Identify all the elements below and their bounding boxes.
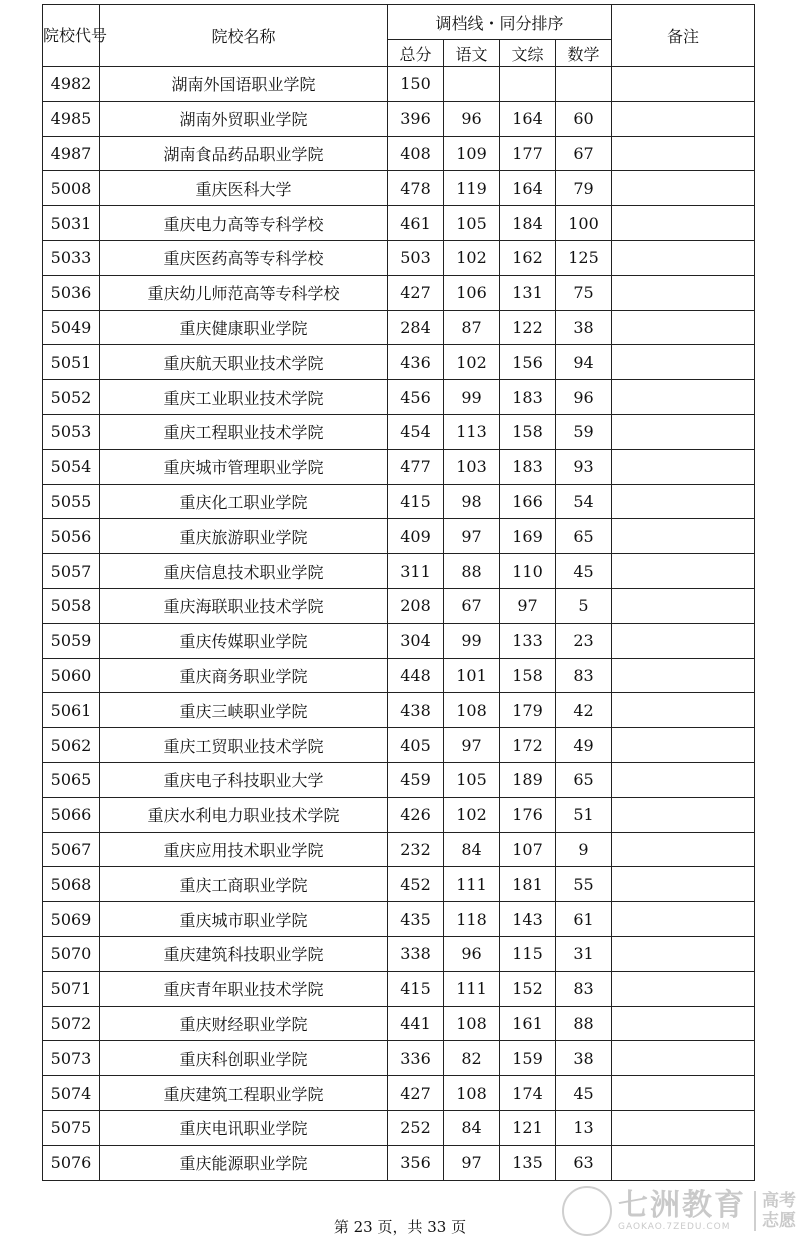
cell-school-name: 重庆化工职业学院: [100, 484, 388, 519]
cell-remark: [612, 1041, 755, 1076]
cell-school-code: 5057: [43, 554, 100, 589]
cell-chinese: 108: [444, 1006, 500, 1041]
cell-comprehensive: 107: [500, 832, 556, 867]
cell-chinese: 99: [444, 623, 500, 658]
cell-comprehensive: 158: [500, 414, 556, 449]
table-row: [43, 206, 755, 241]
cell-total: 408: [388, 136, 444, 171]
cell-remark: [612, 449, 755, 484]
cell-school-name: 重庆旅游职业学院: [100, 519, 388, 554]
cell-school-code: 5054: [43, 449, 100, 484]
cell-total: 436: [388, 345, 444, 380]
cell-school-code: 5052: [43, 380, 100, 415]
table-row: [43, 658, 755, 693]
document-sheet: [42, 4, 754, 1181]
cell-remark: [612, 414, 755, 449]
cell-school-name: 湖南食品药品职业学院: [100, 136, 388, 171]
table-row: [43, 449, 755, 484]
header-school-name: 院校名称: [100, 5, 388, 67]
cell-comprehensive: [500, 67, 556, 102]
cell-school-code: 5060: [43, 658, 100, 693]
cell-math: 83: [556, 658, 612, 693]
cell-comprehensive: 184: [500, 206, 556, 241]
cell-math: 94: [556, 345, 612, 380]
cell-total: 456: [388, 380, 444, 415]
cell-chinese: 118: [444, 902, 500, 937]
cell-total: 232: [388, 832, 444, 867]
cell-chinese: 67: [444, 588, 500, 623]
cell-math: [556, 67, 612, 102]
cell-total: 426: [388, 797, 444, 832]
cell-chinese: 105: [444, 762, 500, 797]
cell-school-code: 5059: [43, 623, 100, 658]
cell-school-name: 重庆电讯职业学院: [100, 1110, 388, 1145]
table-row: [43, 414, 755, 449]
cell-total: 304: [388, 623, 444, 658]
cell-school-name: 重庆医药高等专科学校: [100, 240, 388, 275]
watermark-side: [754, 1191, 796, 1231]
table-row: [43, 345, 755, 380]
cell-total: 336: [388, 1041, 444, 1076]
cell-total: 459: [388, 762, 444, 797]
table-row: [43, 554, 755, 589]
cell-remark: [612, 1006, 755, 1041]
table-row: [43, 623, 755, 658]
cell-chinese: 111: [444, 971, 500, 1006]
cell-chinese: 102: [444, 345, 500, 380]
cell-school-code: 5049: [43, 310, 100, 345]
cell-school-name: 重庆幼儿师范高等专科学校: [100, 275, 388, 310]
table-row: [43, 171, 755, 206]
cell-comprehensive: 164: [500, 101, 556, 136]
cell-school-name: 重庆航天职业技术学院: [100, 345, 388, 380]
cell-comprehensive: 189: [500, 762, 556, 797]
cell-remark: [612, 832, 755, 867]
cell-school-code: 5033: [43, 240, 100, 275]
cell-school-name: 重庆水利电力职业技术学院: [100, 797, 388, 832]
cell-chinese: [444, 67, 500, 102]
cell-comprehensive: 162: [500, 240, 556, 275]
cell-remark: [612, 101, 755, 136]
cell-school-name: 重庆工商职业学院: [100, 867, 388, 902]
cell-school-name: 重庆海联职业技术学院: [100, 588, 388, 623]
cell-chinese: 101: [444, 658, 500, 693]
cell-remark: [612, 1076, 755, 1111]
cell-school-name: 重庆三峡职业学院: [100, 693, 388, 728]
cell-school-code: 4982: [43, 67, 100, 102]
cell-school-name: 重庆工业职业技术学院: [100, 380, 388, 415]
cell-school-code: 5031: [43, 206, 100, 241]
cell-math: 100: [556, 206, 612, 241]
cell-remark: [612, 554, 755, 589]
cell-school-name: 湖南外国语职业学院: [100, 67, 388, 102]
cell-chinese: 103: [444, 449, 500, 484]
header-score-group: 调档线・同分排序: [388, 5, 612, 40]
cell-school-code: 5065: [43, 762, 100, 797]
cell-total: 409: [388, 519, 444, 554]
cell-remark: [612, 345, 755, 380]
cell-remark: [612, 310, 755, 345]
cell-school-name: 重庆城市管理职业学院: [100, 449, 388, 484]
header-math: 数学: [556, 40, 612, 67]
cell-comprehensive: 176: [500, 797, 556, 832]
cell-comprehensive: 135: [500, 1145, 556, 1180]
cell-chinese: 97: [444, 728, 500, 763]
cell-math: 51: [556, 797, 612, 832]
cell-math: 79: [556, 171, 612, 206]
cell-school-name: 重庆应用技术职业学院: [100, 832, 388, 867]
cell-comprehensive: 143: [500, 902, 556, 937]
cell-total: 503: [388, 240, 444, 275]
cell-math: 65: [556, 519, 612, 554]
cell-math: 96: [556, 380, 612, 415]
cell-remark: [612, 380, 755, 415]
cell-remark: [612, 206, 755, 241]
cell-school-code: 5008: [43, 171, 100, 206]
cell-remark: [612, 588, 755, 623]
cell-math: 67: [556, 136, 612, 171]
cell-total: 435: [388, 902, 444, 937]
cell-remark: [612, 240, 755, 275]
cell-school-code: 5062: [43, 728, 100, 763]
cell-remark: [612, 1110, 755, 1145]
cell-comprehensive: 122: [500, 310, 556, 345]
cell-math: 88: [556, 1006, 612, 1041]
cell-comprehensive: 169: [500, 519, 556, 554]
cell-school-code: 5056: [43, 519, 100, 554]
cell-remark: [612, 867, 755, 902]
table-row: [43, 867, 755, 902]
cell-total: 438: [388, 693, 444, 728]
cell-school-code: 5067: [43, 832, 100, 867]
cell-total: 150: [388, 67, 444, 102]
cell-remark: [612, 136, 755, 171]
table-row: [43, 693, 755, 728]
cell-school-code: 5053: [43, 414, 100, 449]
cell-chinese: 106: [444, 275, 500, 310]
table-row: [43, 1041, 755, 1076]
cell-school-code: 5058: [43, 588, 100, 623]
cell-total: 405: [388, 728, 444, 763]
table-row: [43, 902, 755, 937]
cell-remark: [612, 484, 755, 519]
cell-school-code: 5070: [43, 936, 100, 971]
table-row: [43, 484, 755, 519]
cell-comprehensive: 174: [500, 1076, 556, 1111]
table-row: [43, 1145, 755, 1180]
cell-school-code: 5071: [43, 971, 100, 1006]
table-row: [43, 67, 755, 102]
cell-school-code: 5068: [43, 867, 100, 902]
cell-school-name: 重庆建筑科技职业学院: [100, 936, 388, 971]
cell-total: 311: [388, 554, 444, 589]
cell-school-name: 重庆电子科技职业大学: [100, 762, 388, 797]
table-row: [43, 136, 755, 171]
cell-comprehensive: 121: [500, 1110, 556, 1145]
cell-math: 83: [556, 971, 612, 1006]
cell-remark: [612, 658, 755, 693]
cell-comprehensive: 166: [500, 484, 556, 519]
cell-chinese: 102: [444, 240, 500, 275]
cell-math: 45: [556, 1076, 612, 1111]
cell-chinese: 82: [444, 1041, 500, 1076]
cell-remark: [612, 693, 755, 728]
cell-math: 125: [556, 240, 612, 275]
watermark-side-line2: 志愿: [762, 1211, 796, 1231]
cell-chinese: 108: [444, 1076, 500, 1111]
cell-total: 356: [388, 1145, 444, 1180]
page-footer: 第 23 页，共 33 页: [333, 1218, 467, 1236]
cell-math: 63: [556, 1145, 612, 1180]
header-chinese: 语文: [444, 40, 500, 67]
cell-math: 23: [556, 623, 612, 658]
cell-total: 448: [388, 658, 444, 693]
cell-school-code: 4985: [43, 101, 100, 136]
cell-total: 284: [388, 310, 444, 345]
table-row: [43, 101, 755, 136]
cell-math: 45: [556, 554, 612, 589]
cell-comprehensive: 181: [500, 867, 556, 902]
cell-chinese: 119: [444, 171, 500, 206]
cell-total: 396: [388, 101, 444, 136]
cell-school-code: 5076: [43, 1145, 100, 1180]
cell-remark: [612, 902, 755, 937]
cell-total: 461: [388, 206, 444, 241]
cell-chinese: 108: [444, 693, 500, 728]
cell-total: 477: [388, 449, 444, 484]
cell-remark: [612, 1145, 755, 1180]
table-row: [43, 1006, 755, 1041]
cell-math: 38: [556, 1041, 612, 1076]
table-row: [43, 762, 755, 797]
cell-comprehensive: 152: [500, 971, 556, 1006]
cell-school-code: 5066: [43, 797, 100, 832]
watermark-brand: 七洲教育: [618, 1188, 746, 1223]
cell-comprehensive: 172: [500, 728, 556, 763]
cell-remark: [612, 67, 755, 102]
cell-math: 54: [556, 484, 612, 519]
cell-total: 452: [388, 867, 444, 902]
cell-remark: [612, 936, 755, 971]
cell-total: 252: [388, 1110, 444, 1145]
table-row: [43, 310, 755, 345]
cell-comprehensive: 115: [500, 936, 556, 971]
cell-comprehensive: 177: [500, 136, 556, 171]
cell-math: 93: [556, 449, 612, 484]
cell-school-code: 5051: [43, 345, 100, 380]
cell-remark: [612, 623, 755, 658]
cell-math: 59: [556, 414, 612, 449]
cell-school-name: 重庆健康职业学院: [100, 310, 388, 345]
seal-logo-icon: [562, 1186, 612, 1236]
table-row: [43, 1076, 755, 1111]
cell-chinese: 99: [444, 380, 500, 415]
header-total: 总分: [388, 40, 444, 67]
header-remark: 备注: [612, 5, 755, 67]
table-row: [43, 240, 755, 275]
cell-school-code: 5073: [43, 1041, 100, 1076]
watermark-url: GAOKAO.7ZEDU.COM: [618, 1222, 731, 1232]
brand-watermark: [562, 1186, 796, 1236]
cell-math: 13: [556, 1110, 612, 1145]
cell-remark: [612, 971, 755, 1006]
cell-chinese: 84: [444, 832, 500, 867]
cell-comprehensive: 110: [500, 554, 556, 589]
cell-chinese: 111: [444, 867, 500, 902]
cell-chinese: 113: [444, 414, 500, 449]
cell-math: 60: [556, 101, 612, 136]
cell-comprehensive: 156: [500, 345, 556, 380]
cell-total: 427: [388, 1076, 444, 1111]
cell-comprehensive: 183: [500, 449, 556, 484]
cell-school-code: 5061: [43, 693, 100, 728]
cell-chinese: 87: [444, 310, 500, 345]
cell-comprehensive: 133: [500, 623, 556, 658]
cell-total: 454: [388, 414, 444, 449]
cell-remark: [612, 171, 755, 206]
header-comprehensive: 文综: [500, 40, 556, 67]
table-row: [43, 588, 755, 623]
table-row: [43, 832, 755, 867]
cell-math: 9: [556, 832, 612, 867]
cell-school-code: 5036: [43, 275, 100, 310]
cell-school-name: 重庆商务职业学院: [100, 658, 388, 693]
cell-chinese: 98: [444, 484, 500, 519]
cell-school-name: 重庆电力高等专科学校: [100, 206, 388, 241]
cell-comprehensive: 164: [500, 171, 556, 206]
cell-math: 38: [556, 310, 612, 345]
cell-school-name: 重庆医科大学: [100, 171, 388, 206]
cell-comprehensive: 161: [500, 1006, 556, 1041]
cell-math: 31: [556, 936, 612, 971]
cell-school-name: 重庆建筑工程职业学院: [100, 1076, 388, 1111]
cell-total: 441: [388, 1006, 444, 1041]
cell-comprehensive: 179: [500, 693, 556, 728]
cell-comprehensive: 97: [500, 588, 556, 623]
cell-total: 427: [388, 275, 444, 310]
cell-math: 49: [556, 728, 612, 763]
cell-math: 42: [556, 693, 612, 728]
table-row: [43, 797, 755, 832]
cell-total: 478: [388, 171, 444, 206]
cell-comprehensive: 183: [500, 380, 556, 415]
table-row: [43, 936, 755, 971]
table-row: [43, 519, 755, 554]
table-row: [43, 971, 755, 1006]
cell-school-name: 重庆工贸职业技术学院: [100, 728, 388, 763]
cell-school-name: 重庆工程职业技术学院: [100, 414, 388, 449]
cell-remark: [612, 275, 755, 310]
cell-math: 55: [556, 867, 612, 902]
cell-school-name: 重庆信息技术职业学院: [100, 554, 388, 589]
cell-total: 338: [388, 936, 444, 971]
cell-school-code: 5075: [43, 1110, 100, 1145]
cell-chinese: 97: [444, 519, 500, 554]
table-row: [43, 728, 755, 763]
cell-chinese: 96: [444, 936, 500, 971]
cell-math: 5: [556, 588, 612, 623]
table-row: [43, 380, 755, 415]
cell-school-name: 重庆财经职业学院: [100, 1006, 388, 1041]
cell-math: 61: [556, 902, 612, 937]
cell-school-name: 湖南外贸职业学院: [100, 101, 388, 136]
cell-comprehensive: 131: [500, 275, 556, 310]
cell-remark: [612, 519, 755, 554]
table-row: [43, 1110, 755, 1145]
cell-remark: [612, 728, 755, 763]
cell-remark: [612, 797, 755, 832]
cell-school-name: 重庆城市职业学院: [100, 902, 388, 937]
cell-school-name: 重庆传媒职业学院: [100, 623, 388, 658]
cell-chinese: 84: [444, 1110, 500, 1145]
table-row: [43, 275, 755, 310]
cell-school-code: 5074: [43, 1076, 100, 1111]
cell-remark: [612, 762, 755, 797]
cell-school-code: 5072: [43, 1006, 100, 1041]
cell-school-code: 4987: [43, 136, 100, 171]
cell-total: 415: [388, 484, 444, 519]
cell-school-name: 重庆青年职业技术学院: [100, 971, 388, 1006]
cell-chinese: 109: [444, 136, 500, 171]
cell-school-name: 重庆科创职业学院: [100, 1041, 388, 1076]
header-school-code: 院校代号: [43, 5, 100, 67]
admission-score-table: [42, 4, 755, 1181]
cell-comprehensive: 159: [500, 1041, 556, 1076]
cell-chinese: 105: [444, 206, 500, 241]
cell-chinese: 97: [444, 1145, 500, 1180]
cell-school-code: 5069: [43, 902, 100, 937]
cell-total: 415: [388, 971, 444, 1006]
cell-math: 75: [556, 275, 612, 310]
cell-school-name: 重庆能源职业学院: [100, 1145, 388, 1180]
cell-comprehensive: 158: [500, 658, 556, 693]
cell-math: 65: [556, 762, 612, 797]
cell-school-code: 5055: [43, 484, 100, 519]
cell-chinese: 96: [444, 101, 500, 136]
cell-chinese: 88: [444, 554, 500, 589]
cell-total: 208: [388, 588, 444, 623]
watermark-side-line1: 高考: [762, 1191, 796, 1211]
cell-chinese: 102: [444, 797, 500, 832]
table-body: [43, 67, 755, 1181]
